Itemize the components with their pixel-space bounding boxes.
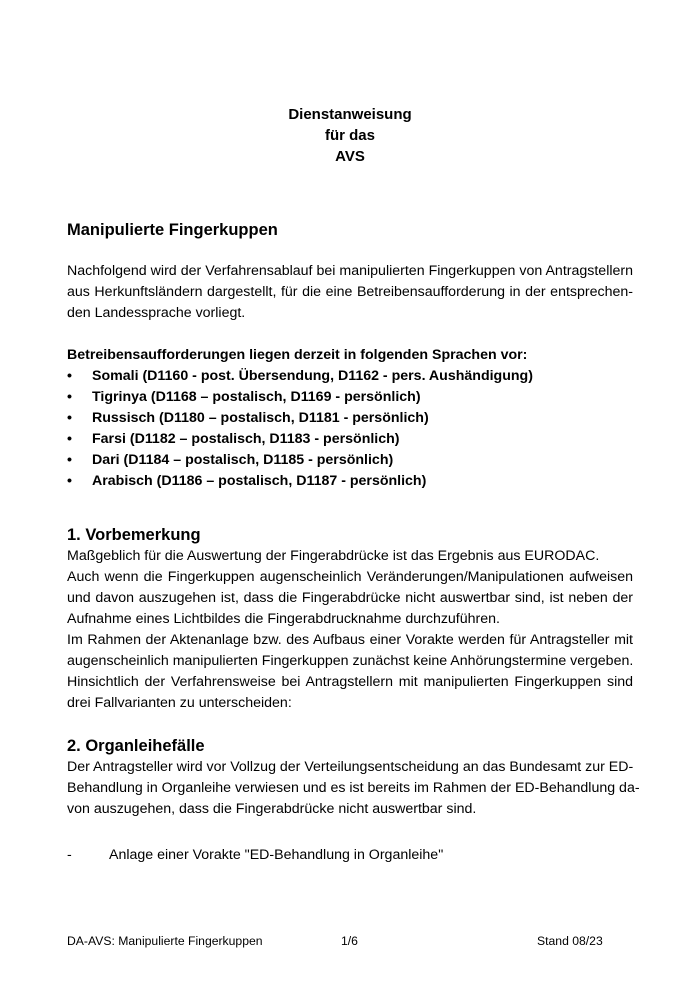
intro-line: den Landessprache vorliegt. xyxy=(67,305,246,321)
document-title xyxy=(0,104,700,167)
title-line-3: AVS xyxy=(335,148,365,165)
footer-left: DA-AVS: Manipulierte Fingerkuppen xyxy=(67,934,263,948)
section-1-heading: 1. Vorbemerkung xyxy=(67,526,201,544)
language-entry: Dari (D1184 – postalisch, D1185 - persönlich) xyxy=(92,452,394,468)
paragraph-line: Der Antragsteller wird vor Vollzug der Verteilungsentscheidung an das Bundesamt zur ED- xyxy=(67,759,634,775)
paragraph-line: Im Rahmen der Aktenanlage bzw. des Aufbaus einer Vorakte werden für Antragsteller mit xyxy=(67,632,633,648)
title-line-1: Dienstanweisung xyxy=(288,106,412,123)
list-item xyxy=(67,450,533,471)
dash-item-text: Anlage einer Vorakte "ED-Behandlung in Organleihe" xyxy=(109,847,444,863)
paragraph-line: Maßgeblich für die Auswertung der Fingerabdrücke ist das Ergebnis aus EURODAC. xyxy=(67,548,600,564)
paragraph-line: Auch wenn die Fingerkuppen augenscheinlich Veränderungen/Manipulationen aufweisen xyxy=(67,569,633,585)
footer-date: Stand 08/23 xyxy=(537,934,603,948)
languages-list xyxy=(67,366,533,492)
section-2-paragraph xyxy=(67,757,640,820)
language-entry: Russisch (D1180 – postalisch, D1181 - persönlich) xyxy=(92,410,429,426)
bullet-icon: • xyxy=(67,452,72,468)
bullet-icon: • xyxy=(67,431,72,447)
main-heading: Manipulierte Fingerkuppen xyxy=(67,221,278,239)
intro-line: aus Herkunftsländern dargestellt, für die eine Betreibensaufforderung in der entsprechen- xyxy=(67,284,633,300)
bullet-icon: • xyxy=(67,410,72,426)
paragraph-line: Aufnahme eines Lichtbildes die Fingerabdrucknahme durchzuführen. xyxy=(67,611,500,627)
title-line-2: für das xyxy=(324,127,375,144)
list-item xyxy=(67,387,533,408)
languages-lead: Betreibensaufforderungen liegen derzeit in folgenden Sprachen vor: xyxy=(67,347,528,363)
paragraph-line: von auszugehen, dass die Fingerabdrücke nicht auswertbar sind. xyxy=(67,801,477,817)
intro-paragraph xyxy=(67,261,633,324)
dash-list-item xyxy=(67,845,443,866)
paragraph-line: und davon auszugehen ist, dass die Fingerabdrücke nicht auswertbar sind, ist neben der xyxy=(67,590,633,606)
paragraph-line: drei Fallvarianten zu unterscheiden: xyxy=(67,695,292,711)
bullet-icon: • xyxy=(67,389,72,405)
intro-line: Nachfolgend wird der Verfahrensablauf bei manipulierten Fingerkuppen von Antragstellern xyxy=(67,263,633,279)
dash-icon: - xyxy=(67,847,72,863)
bullet-icon: • xyxy=(67,368,72,384)
language-entry: Somali (D1160 - post. Übersendung, D1162 - pers. Aushändigung) xyxy=(92,368,533,384)
bullet-icon: • xyxy=(67,473,72,489)
section-1-paragraph xyxy=(67,546,633,714)
list-item xyxy=(67,366,533,387)
list-item xyxy=(67,429,533,450)
paragraph-line: augenscheinlich manipulierten Fingerkuppen zunächst keine Anhörungstermine vergeben. xyxy=(67,653,634,669)
list-item xyxy=(67,471,533,492)
paragraph-line: Behandlung in Organleihe verwiesen und es ist bereits im Rahmen der ED-Behandlung da- xyxy=(67,780,640,796)
paragraph-line: Hinsichtlich der Verfahrensweise bei Antragstellern mit manipulierten Fingerkuppen sind xyxy=(67,674,633,690)
language-entry: Farsi (D1182 – postalisch, D1183 - persönlich) xyxy=(92,431,400,447)
language-entry: Tigrinya (D1168 – postalisch, D1169 - persönlich) xyxy=(92,389,421,405)
language-entry: Arabisch (D1186 – postalisch, D1187 - persönlich) xyxy=(92,473,427,489)
list-item xyxy=(67,408,533,429)
footer-page-number: 1/6 xyxy=(341,934,358,948)
section-2-heading: 2. Organleihefälle xyxy=(67,737,205,755)
